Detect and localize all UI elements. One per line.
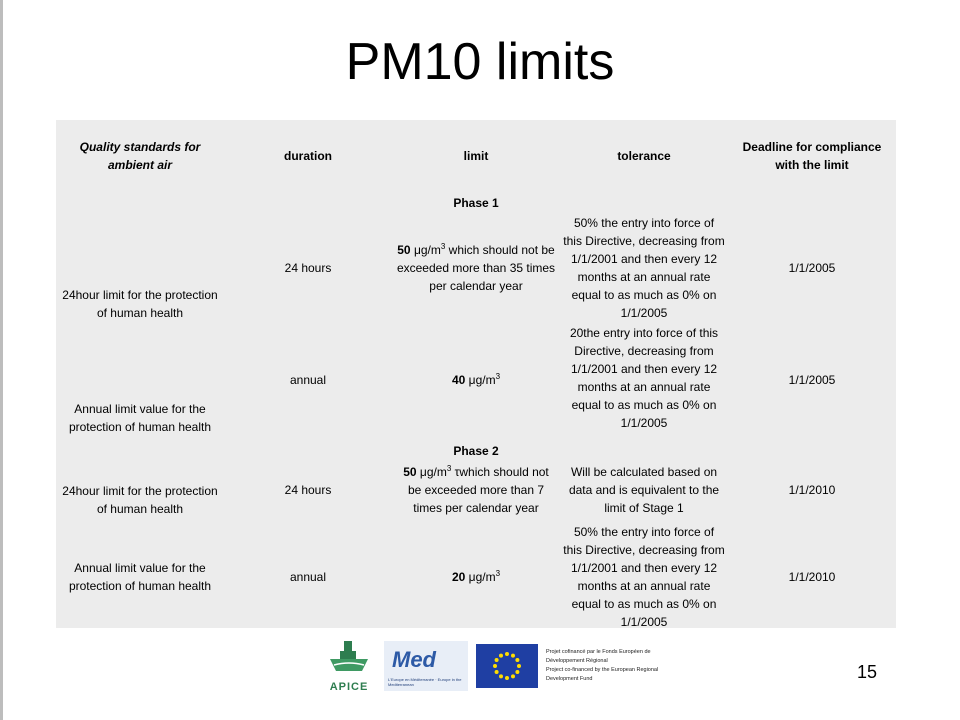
cell-tolerance: 50% the entry into force of this Directive, decreasing from 1/1/2001 and then every 12 months at an annual rate equal to as much as 0% on 1/1/2005 [563,216,725,320]
header-tolerance: tolerance [617,149,671,163]
phase-2-label: Phase 2 [453,444,499,458]
cell-limit [392,462,560,518]
limit-unit-exponent: 3 [446,464,452,473]
limit-unit: μg/m [413,243,441,257]
limit-unit-exponent: 3 [495,569,501,578]
cell-tolerance: 50% the entry into force of this Directive, decreasing from 1/1/2001 and then every 12 months at an annual rate equal to as much as 0% on 1/1/2005 [563,525,725,629]
cell-duration: 24 hours [284,483,332,497]
table-row [56,214,896,324]
eu-funding-text-fr: Projet cofinancé par le Fonds Européen de Développement Régional [546,649,651,664]
header-limit: limit [463,149,489,163]
cell-duration: 24 hours [284,261,332,275]
table-row [56,324,896,440]
med-subtitle: L'Europe en Méditerranée · Europe in the Mediterranean [388,677,462,687]
eu-funding-text [546,648,670,684]
limit-condition: which should not be exceeded more than 35 times per calendar year [396,243,556,293]
pm10-limits-table [56,120,896,628]
limit-value: 20 [451,570,466,584]
cell-standard: 24hour limit for the protection of human health [62,288,218,320]
limit-unit: μg/m [468,373,496,387]
table-header-row [56,120,896,192]
cell-limit [392,324,560,440]
table-row [56,462,896,518]
limit-value: 40 [451,373,466,387]
left-edge-rule [0,0,3,720]
cell-standard: Annual limit value for the protection of human health [68,561,212,593]
cell-deadline: 1/1/2005 [788,261,836,275]
cell-standard: Annual limit value for the protection of human health [68,402,212,434]
cell-deadline: 1/1/2005 [788,373,836,387]
limit-unit: μg/m [468,570,496,584]
apice-ship-icon [328,641,370,673]
limit-value: 50 [403,465,417,479]
limit-unit: μg/m [419,465,447,479]
cell-deadline: 1/1/2010 [788,483,836,497]
cell-standard: 24hour limit for the protection of human health [62,484,218,516]
slide-title: PM10 limits [345,33,615,91]
table-row [56,518,896,646]
cell-duration: annual [289,373,327,387]
header-deadline: Deadline for compliance with the limit [742,140,882,172]
cell-duration: annual [289,570,327,584]
cell-tolerance: 20the entry into force of this Directive, decreasing from 1/1/2001 and then every 12 months at an annual rate equal to as much as 0% on 1/1/2005 [569,326,719,430]
apice-label: APICE [329,681,369,693]
med-word: Med [392,647,436,672]
cell-deadline: 1/1/2010 [788,570,836,584]
header-standard: Quality standards for ambient air [79,140,201,172]
funding-logos [322,638,674,694]
header-duration: duration [284,149,332,163]
phase-1-label: Phase 1 [453,196,499,210]
eu-funding-text-en: Project co-financed by the European Regional Development Fund [546,667,659,682]
eu-flag-icon [476,644,538,688]
phase-row [56,192,896,214]
med-programme-logo [384,641,468,691]
limit-unit-exponent: 3 [440,242,446,251]
eu-stars-icon [476,644,538,688]
page-number: 15 [857,662,878,682]
cell-tolerance: Will be calculated based on data and is equivalent to the limit of Stage 1 [568,465,720,515]
cell-limit [392,518,560,646]
phase-row [56,440,896,462]
cell-limit [392,214,560,324]
limit-value: 50 [397,243,411,257]
apice-logo [322,639,376,693]
limit-unit-exponent: 3 [495,372,501,381]
limit-condition: τwhich should not be exceeded more than 7 times per calendar year [407,465,549,515]
